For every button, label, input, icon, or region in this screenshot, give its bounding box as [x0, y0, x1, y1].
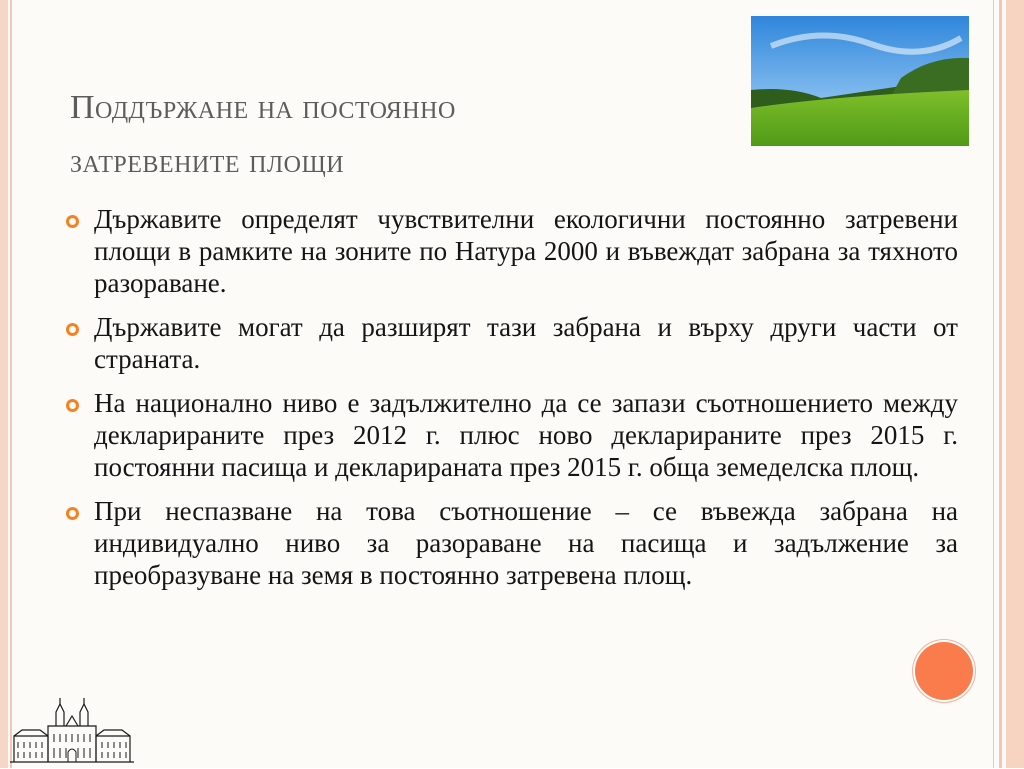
- frame-right-border: [1006, 0, 1024, 768]
- bullet-list: [66, 203, 958, 603]
- slide-title-line-2: затревените площи: [70, 143, 345, 181]
- bullet-text: Държавите могат да разширят тази забрана и върху други части от страната.: [94, 312, 958, 374]
- slide-title-line-1: Поддържане на постоянно: [70, 88, 456, 126]
- frame-right-thin-line: [993, 0, 994, 768]
- ring-bullet-icon: [66, 215, 79, 228]
- frame-left-line: [10, 0, 12, 768]
- building-logo-icon: [8, 696, 136, 764]
- frame-right-line: [999, 0, 1002, 768]
- meadow-photo: [751, 16, 969, 146]
- bullet-text: При неспазване на това съотношение – се въвежда забрана на индивидуално ниво за разораване на пасища и задължение за преобразуване на земя в постоянно затревена площ.: [94, 496, 958, 590]
- bullet-text: Държавите определят чувствителни екологични постоянно затревени площи в рамките на зоните по Натура 2000 и въвеждат забрана за тяхното разораване.: [94, 204, 958, 298]
- ring-bullet-icon: [66, 507, 79, 520]
- bullet-item: [66, 203, 958, 299]
- bullet-item: [66, 387, 958, 483]
- bullet-item: [66, 311, 958, 375]
- frame-left-border: [0, 0, 8, 768]
- slide-title: [70, 81, 710, 190]
- bullet-item: [66, 495, 958, 591]
- ring-bullet-icon: [66, 399, 79, 412]
- bullet-text: На национално ниво е задължително да се запази съотношението между декларираните през 2012 г. плюс ново декларираните през 2015 г. постоянни пасища и декларираната през 2015 г. обща земеделска площ.: [94, 388, 958, 482]
- orange-circle-icon: [913, 640, 975, 702]
- ring-bullet-icon: [66, 323, 79, 336]
